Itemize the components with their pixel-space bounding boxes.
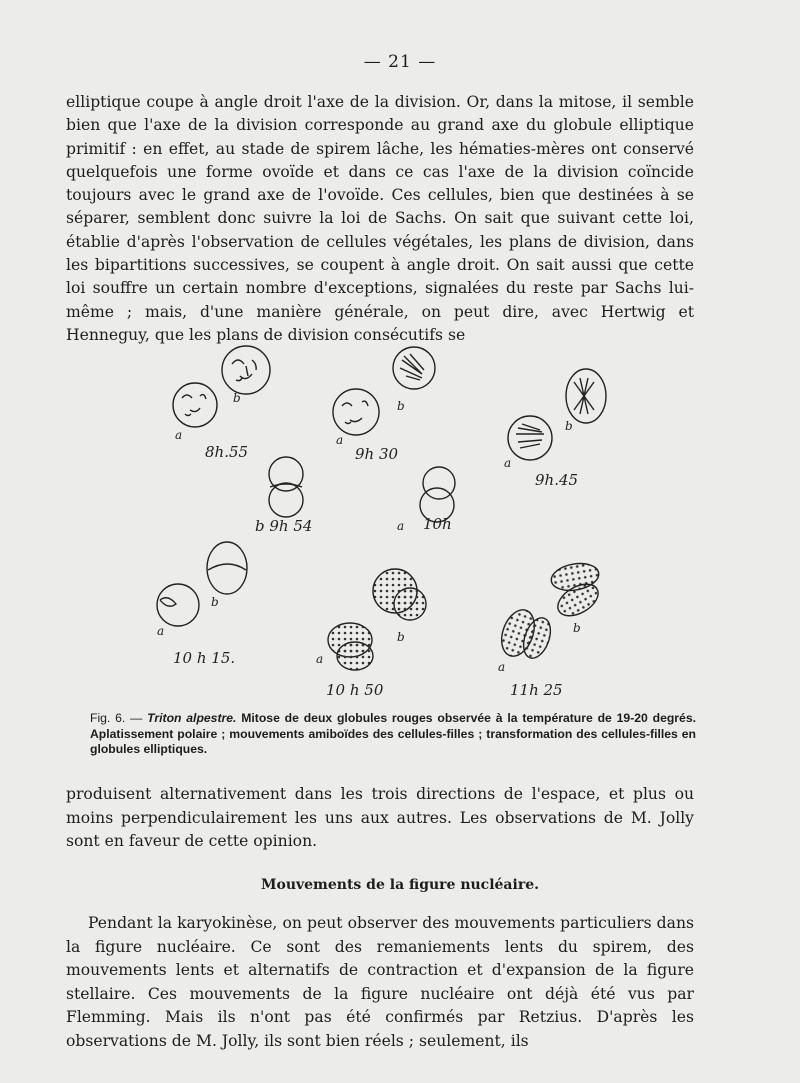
label-a-5: a xyxy=(157,624,165,638)
label-b-7: b xyxy=(573,621,581,635)
caption-species: Triton alpestre. xyxy=(147,711,237,725)
label-a-7: a xyxy=(498,660,506,674)
label-b-1: b xyxy=(233,391,241,405)
label-b-2: b xyxy=(397,399,405,413)
cell-10h15-a xyxy=(157,584,199,626)
figure-caption xyxy=(90,711,696,758)
caption-text: Mitose de deux globules rouges observée à la température de 19-20 degrés. Aplatissement polaire ; mouvements amiboïdes des cellules-filles ; transformation des cellules-filles en globules elliptiques. xyxy=(90,711,696,756)
cell-11h25-a xyxy=(496,605,556,662)
label-a-6: a xyxy=(316,652,324,666)
label-b-6: b xyxy=(397,630,405,644)
label-9h54: b 9h 54 xyxy=(255,517,313,535)
label-9h30: 9h 30 xyxy=(355,445,399,463)
page-number: — 21 — xyxy=(363,52,437,72)
figure-6-drawing xyxy=(0,330,800,710)
label-a-4: a xyxy=(397,519,405,533)
cell-10h50-a xyxy=(328,623,373,670)
label-9h45: 9h.45 xyxy=(535,471,579,489)
label-a-3: a xyxy=(504,456,512,470)
paragraph-1: elliptique coupe à angle droit l'axe de la division. Or, dans la mitose, il semble bien que l'axe de la division corresponde au grand axe du globule elliptique primitif : en effet, au stade de spirem lâche, les hématies-mères ont conservé quelquefois une forme ovoïde et dans ce cas l'axe de la division coïncide toujours avec le grand axe de l'ovoïde. Ces cellules, bien que destinées à se séparer, semblent donc suivre la loi de Sachs. On sait que suivant cette loi, établie d'après l'observation de cellules végétales, les plans de division, dans les bipartitions successives, se coupent à angle droit. On sait aussi que cette loi souffre un certain nombre d'exceptions, signalées du reste par Sachs lui-même ; mais, d'une manière générale, on peut dire, avec Hertwig et Henneguy, que les plans de division consécutifs se xyxy=(66,93,694,344)
label-10h50: 10 h 50 xyxy=(326,681,384,699)
cell-9h54 xyxy=(269,457,303,517)
label-8h55: 8h.55 xyxy=(205,443,249,461)
cell-10h xyxy=(420,467,455,522)
cell-8h55-a xyxy=(173,383,217,427)
cell-9h45-b xyxy=(566,369,606,423)
label-b-5: b xyxy=(211,595,219,609)
section-heading: Mouvements de la figure nucléaire. xyxy=(261,877,539,893)
label-10h: 10h xyxy=(423,515,452,533)
cell-11h25-b xyxy=(549,560,603,622)
paragraph-3: Pendant la karyokinèse, on peut observer des mouvements particuliers dans la figure nucléaire. Ce sont des remaniements lents du spirem, des mouvements lents et alternatifs de contraction et d'expansion de la figure stellaire. Ces mouvements de la figure nucléaire ont déjà été vus par Flemming. Mais ils n'ont pas été confirmés par Retzius. D'après les observations de M. Jolly, ils sont bien réels ; seulement, ils xyxy=(66,914,694,1050)
cell-10h15-b xyxy=(207,542,247,594)
label-10h15: 10 h 15. xyxy=(173,649,236,667)
label-a-1: a xyxy=(175,428,183,442)
cell-9h45-a xyxy=(508,416,552,460)
label-11h25: 11h 25 xyxy=(510,681,563,699)
label-b-3: b xyxy=(565,419,573,433)
cell-8h55-b xyxy=(222,346,270,394)
cell-10h50-b xyxy=(373,569,426,620)
figure-6 xyxy=(0,330,800,710)
cell-9h30-b xyxy=(393,347,435,389)
label-a-2: a xyxy=(336,433,344,447)
cell-9h30-a xyxy=(333,389,379,435)
paragraph-2: produisent alternativement dans les trois directions de l'espace, et plus ou moins perpendiculairement les uns aux autres. Les observations de M. Jolly sont en faveur de cette opinion. xyxy=(66,785,694,850)
caption-fig-label: Fig. 6. — xyxy=(90,711,143,725)
